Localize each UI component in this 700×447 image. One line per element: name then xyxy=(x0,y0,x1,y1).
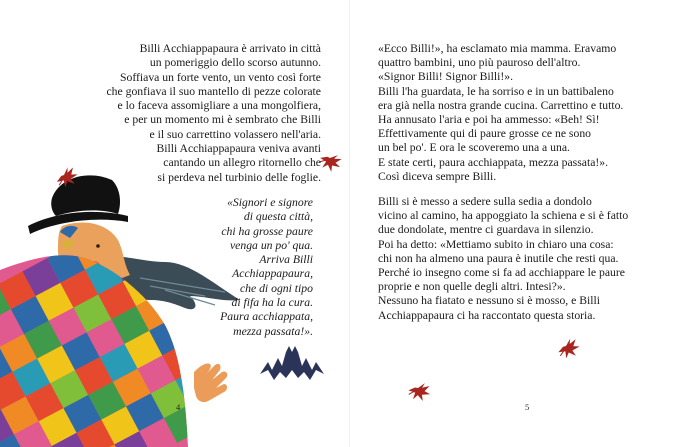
text-line: cantando un allegro ritornello che xyxy=(163,156,321,170)
verse-line: di questa città, xyxy=(243,210,313,224)
text-line: e il suo carrettino volassero nell'aria. xyxy=(149,127,321,141)
text-line: Nessuno ha fiatato e nessuno si è mosso, e Billi xyxy=(378,294,601,308)
verse-line: Arriva Billi xyxy=(259,253,313,267)
leaf-icon xyxy=(556,337,582,360)
text-line: quattro bambini, uno più pauroso dell'altro. xyxy=(378,56,581,70)
text-line: che gonfiava il suo mantello di pezze colorate xyxy=(106,84,321,98)
text-line: E state certi, paura acchiappata, mezza passata!». xyxy=(378,155,609,169)
text-line: un pomeriggio dello scorso autunno. xyxy=(149,56,321,70)
text-line: Poi ha detto: «Mettiamo subito in chiaro una cosa: xyxy=(378,237,614,251)
text-line: Billi l'ha guardata, le ha sorriso e in un battibaleno xyxy=(378,84,614,98)
verse-line: Acchiappapaura, xyxy=(232,267,313,281)
verse-line: venga un po' qua. xyxy=(230,238,313,252)
text-line: era già nella nostra grande cucina. Carrettino e tutto. xyxy=(378,98,624,112)
page-number: 5 xyxy=(525,402,530,412)
text-line: Billi si è messo a sedere sulla sedia a dondolo xyxy=(378,195,592,208)
text-line: proprie e non quelle degli altri. Intesi?». xyxy=(378,280,566,294)
left-paragraph xyxy=(96,42,321,185)
text-line: «Signor Billi! Signor Billi!». xyxy=(378,70,514,84)
text-line: e lo faceva assomigliare a una mongolfiera, xyxy=(117,99,321,113)
verse-line: mezza passata!». xyxy=(233,324,313,338)
text-line: «Ecco Billi!», ha esclamato mia mamma. Eravamo xyxy=(378,42,617,55)
text-line: si perdeva nel turbinio delle foglie. xyxy=(157,170,321,184)
text-line: due dondolate, mentre ci guardava in silenzio. xyxy=(378,223,594,237)
text-line: e per un momento mi è sembrato che Billi xyxy=(124,113,321,127)
verse-line: Paura acchiappata, xyxy=(220,310,313,324)
verse-line: «Signori e signore xyxy=(227,196,313,209)
verse-line: che di ogni tipo xyxy=(239,281,313,295)
text-line: Acchiappapaura ci ha raccontato questa storia. xyxy=(378,308,596,322)
text-line: chi non ha almeno una paura è inutile che resti qua. xyxy=(378,251,619,265)
right-paragraph-1 xyxy=(378,42,638,184)
song-verse xyxy=(195,196,313,339)
text-line: Perché io insegno come si fa ad acchiappare le paure xyxy=(378,266,625,280)
bat-icon xyxy=(260,346,324,380)
text-line: un bel po'. E ora le scoveremo una a una. xyxy=(378,141,570,155)
text-line: vicino al camino, ha appoggiato la schiena e si è fatto xyxy=(378,209,629,223)
leaf-icon xyxy=(407,381,432,403)
page-number: 4 xyxy=(176,402,181,412)
text-line: Così diceva sempre Billi. xyxy=(378,169,497,183)
text-line: Billi Acchiappapaura veniva avanti xyxy=(156,142,321,156)
text-line: Billi Acchiappapaura è arrivato in città xyxy=(139,42,321,55)
text-line: Ha annusato l'aria e poi ha ammesso: «Beh! Sì! xyxy=(378,113,600,127)
verse-line: di fifa ha la cura. xyxy=(231,296,313,310)
text-line: Soffiava un forte vento, un vento così forte xyxy=(119,70,321,84)
text-line: Effettivamente qui di paure grosse ce ne sono xyxy=(378,127,592,141)
eye-shape xyxy=(96,244,100,248)
left-page xyxy=(0,0,349,447)
verse-line: chi ha grosse paure xyxy=(221,224,313,238)
hand-shape xyxy=(194,363,227,402)
right-paragraph-2 xyxy=(378,195,638,323)
